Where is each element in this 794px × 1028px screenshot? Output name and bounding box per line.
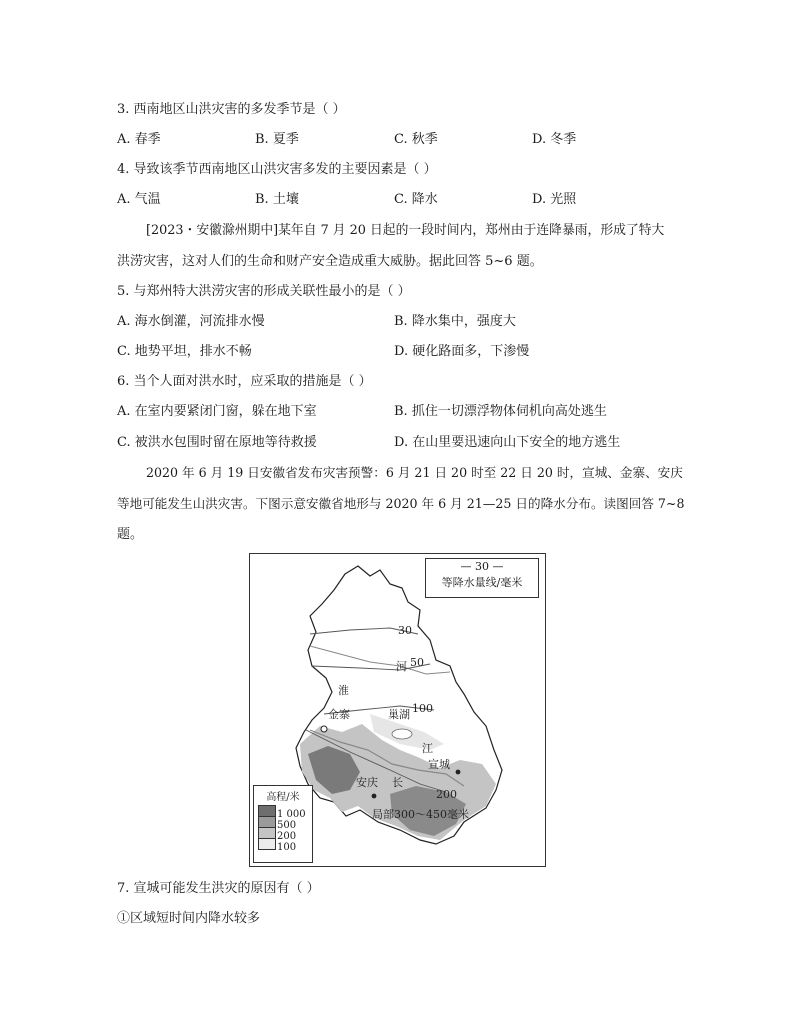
- anhui-map-figure: [249, 553, 546, 867]
- q4-option-c[interactable]: C. 降水: [394, 192, 438, 207]
- q6-option-d[interactable]: D. 在山里要迅速向山下安全的地方逃生: [394, 435, 621, 450]
- q7-item1: ①区域短时间内降水较多: [117, 911, 261, 926]
- label-huai: 淮: [338, 684, 349, 697]
- q5-option-a[interactable]: A. 海水倒灌，河流排水慢: [117, 314, 265, 329]
- label-chaohu: 巢湖: [388, 708, 410, 721]
- passage1-line1: [2023・安徽滁州期中]某年自 7 月 20 日起的一段时间内，郑州由于连降暴雨，形成了特大: [146, 223, 665, 238]
- elev-label-100: 100: [277, 842, 297, 853]
- isohyet-label-50: 50: [410, 656, 424, 669]
- xuancheng-city: [456, 770, 461, 775]
- q6-option-a[interactable]: A. 在室内要紧闭门窗，躲在地下室: [117, 404, 317, 419]
- q3-option-d[interactable]: D. 冬季: [532, 132, 577, 147]
- label-jinzhai: 金寨: [328, 708, 350, 721]
- q4-stem: 4. 导致该季节西南地区山洪灾害多发的主要因素是（ ）: [117, 162, 437, 177]
- label-jiang: 江: [422, 742, 433, 755]
- q5-option-b[interactable]: B. 降水集中，强度大: [394, 314, 516, 329]
- q4-option-a[interactable]: A. 气温: [117, 192, 161, 207]
- q3-stem: 3. 西南地区山洪灾害的多发季节是（ ）: [117, 102, 346, 117]
- q6-option-c[interactable]: C. 被洪水包围时留在原地等待救援: [117, 435, 317, 450]
- q4-option-d[interactable]: D. 光照: [532, 192, 577, 207]
- q7-stem: 7. 宣城可能发生洪灾的原因有（ ）: [117, 881, 320, 896]
- q4-option-b[interactable]: B. 土壤: [255, 192, 299, 207]
- q5-stem: 5. 与郑州特大洪涝灾害的形成关联性最小的是（ ）: [117, 284, 411, 299]
- label-local-rainfall: 局部300～450毫米: [372, 808, 469, 821]
- elevation-scale: [254, 803, 312, 859]
- elev-swatch-100: [258, 838, 276, 850]
- q3-option-b[interactable]: B. 夏季: [255, 132, 299, 147]
- legend-label: 等降水量线/毫米: [441, 576, 523, 589]
- elev-label-200: 200: [277, 831, 297, 842]
- label-chang: 长: [392, 776, 403, 789]
- q5-option-c[interactable]: C. 地势平坦，排水不畅: [117, 344, 252, 359]
- label-xuancheng: 宣城: [428, 758, 450, 771]
- q3-option-c[interactable]: C. 秋季: [394, 132, 438, 147]
- q3-option-a[interactable]: A. 春季: [117, 132, 161, 147]
- passage2-line2: 等地可能发生山洪灾害。下图示意安徽省地形与 2020 年 6 月 21—25 日的降水分布。读图回答 7~8: [117, 496, 685, 511]
- isohyet-legend: [425, 558, 539, 598]
- passage1-line2: 洪涝灾害，这对人们的生命和财产安全造成重大威胁。据此回答 5~6 题。: [117, 254, 543, 269]
- q6-option-b[interactable]: B. 抓住一切漂浮物体伺机向高处逃生: [394, 404, 607, 419]
- passage2-line1: 2020 年 6 月 19 日安徽省发布灾害预警：6 月 21 日 20 时至 22 日 20 时，宣城、金寨、安庆: [146, 465, 683, 480]
- label-anqing: 安庆: [356, 776, 378, 789]
- legend-value: 30: [475, 560, 489, 573]
- jinzhai-city: [321, 726, 327, 732]
- elevation-title: 高程/米: [266, 792, 300, 803]
- isohyet-label-200: 200: [436, 788, 457, 801]
- legend-sample: — 30 —: [460, 560, 504, 573]
- isohyet-label-100: 100: [412, 702, 433, 715]
- label-he: 河: [396, 660, 407, 673]
- chaohu-lake: [392, 729, 412, 739]
- isohyet-label-30: 30: [398, 624, 412, 637]
- q6-stem: 6. 当个人面对洪水时，应采取的措施是（ ）: [117, 374, 372, 389]
- elev-label-1000: 1 000: [277, 809, 306, 820]
- elevation-legend: [253, 785, 313, 863]
- elev-label-500: 500: [277, 820, 297, 831]
- q5-option-d[interactable]: D. 硬化路面多，下渗慢: [394, 344, 530, 359]
- passage2-line3: 题。: [117, 527, 144, 542]
- anqing-city: [372, 794, 377, 799]
